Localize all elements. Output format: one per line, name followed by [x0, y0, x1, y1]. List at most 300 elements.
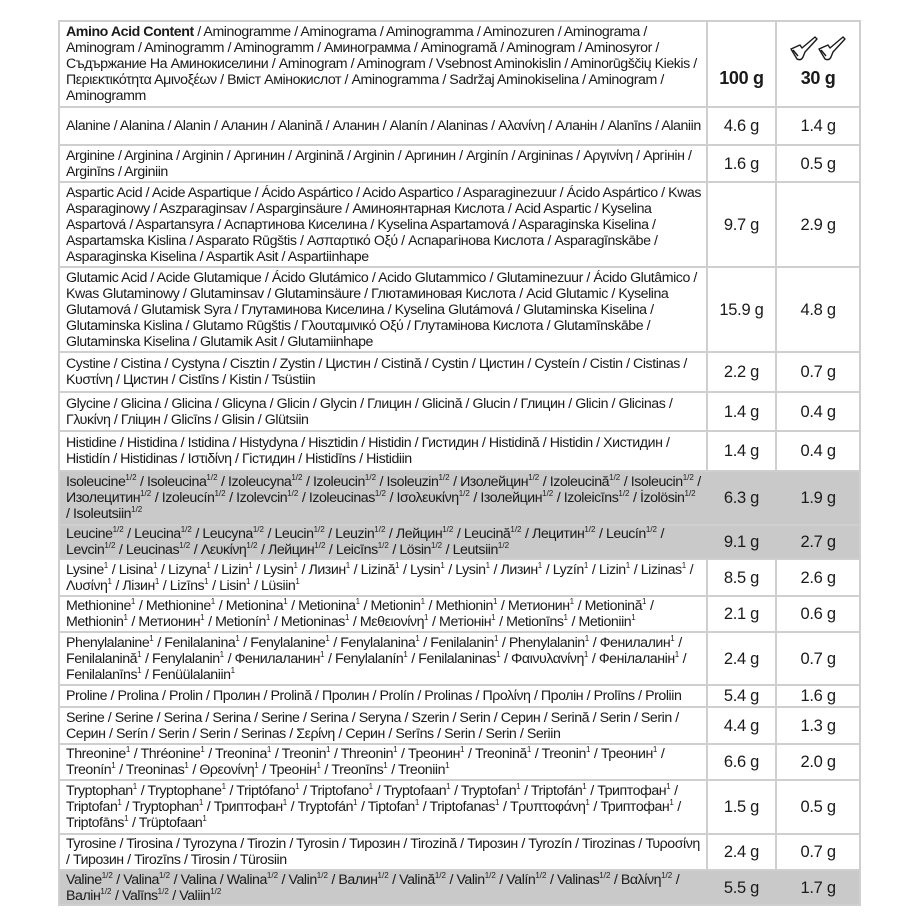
name-translation: Триптофан	[597, 783, 667, 799]
footnote-marker: 1/2	[609, 473, 621, 482]
footnote-marker: 1	[295, 782, 300, 791]
name-translation: Триптофан	[213, 799, 283, 815]
name-translation: Metionină	[584, 598, 643, 614]
amino-acid-name: Tryptophan$^1$ / Tryptophane$^1$ / Triptófano$^1$ / Triptofano$^1$ / Tryptofaan$^1$ / Tryptofan$^1$ / Triptofán$^1$ / Триптофан$^1$ / Triptofan$^1$ / Tryptophan$^1$ / Триптофан$^1$ / Tryptofán$^1$ / Tiptofan$^1$ / Triptofanas$^1$ / Τρυπτοφάνη$^1$ / Триптофан$^1$ / Triptofāns$^1$ / Trüptofaan$^1$	[59, 780, 707, 834]
name-translation: Valin	[456, 871, 485, 888]
name-translation: Triptofano	[309, 783, 369, 799]
footnote-marker: 1	[420, 597, 426, 606]
footnote-marker: 1/2	[291, 473, 303, 482]
name-translation: Метионин	[507, 598, 570, 614]
value-per-100g: 2.2 g	[707, 352, 776, 392]
value-per-30g: 0.4 g	[776, 431, 860, 471]
value-per-100g: 2.4 g	[707, 834, 776, 870]
name-translations: Alanine / Alanina / Alanin / Аланин / Alanină / Аланин / Alanín / Alaninas / Αλανίνη / Аланін / Alanīns / Alaniin	[66, 118, 701, 134]
footnote-marker: 1	[200, 745, 205, 754]
footnote-marker: 1	[353, 798, 358, 807]
footnote-marker: 1	[368, 782, 374, 791]
amino-acid-name	[59, 267, 707, 352]
scoop-icon	[788, 28, 848, 64]
name-translation: Lysine	[66, 561, 104, 578]
name-translation: Треонин	[408, 746, 461, 762]
value-per-100g: 15.9 g	[707, 267, 776, 352]
value-per-100g: 4.6 g	[707, 107, 776, 145]
name-translation: Τρυπτοφάνη	[509, 799, 586, 815]
footnote-marker: 1	[282, 798, 288, 807]
amino-acid-name: Phenylalanine$^1$ / Fenilalanina$^1$ / Fenylalanine$^1$ / Fenylalanina$^1$ / Fenilalanin$^1$ / Phenylalanin$^1$ / Фенилалин$^1$ / Fenilalanină$^1$ / Fenylalanin$^1$ / Фенилаланин$^1$ / Fenylalanín$^1$ / Fenilalaninas$^1$ / Φαινυλανίνη$^1$ / Фенілаланін$^1$ / Fenilalanīns$^1$ / Fenüülalaniin$^1$	[59, 632, 707, 685]
amino-acid-name: Leucine$^{1/2}$ / Leucina$^{1/2}$ / Leucyna$^{1/2}$ / Leucin$^{1/2}$ / Leuzin$^{1/2}$ / Лейцин$^{1/2}$ / Leucină$^{1/2}$ / Лецитин$^{1/2}$ / Leucín$^{1/2}$ / Levcin$^{1/2}$ / Leucinas$^{1/2}$ / Λευκίνη$^{1/2}$ / Лейцин$^{1/2}$ / Leicīns$^{1/2}$ / Lösin$^{1/2}$ / Leutsiin$^{1/2}$	[59, 525, 707, 559]
value-per-30g: 1.7 g	[776, 870, 860, 905]
name-translation: Leucin	[274, 526, 314, 542]
value-per-30g: 0.7 g	[776, 632, 860, 685]
name-translation: Lizyna	[168, 561, 207, 578]
name-translation: Лизин	[308, 561, 346, 578]
value-per-100g: 5.4 g	[707, 685, 776, 707]
name-translation: Valín	[506, 871, 536, 888]
name-translation: Tryptophan	[132, 799, 199, 815]
footnote-marker: 1	[492, 597, 498, 606]
footnote-marker: 1	[642, 597, 647, 606]
footnote-marker: 1	[246, 576, 251, 586]
value-per-30g: 1.3 g	[776, 707, 860, 744]
footnote-marker: 1/2	[252, 525, 264, 534]
footnote-marker: 1	[230, 665, 236, 675]
amino-acid-name: Methionine$^1$ / Methionine$^1$ / Metionina$^1$ / Metionina$^1$ / Metionin$^1$ / Methionin$^1$ / Метионин$^1$ / Metionină$^1$ / Methionin$^1$ / Метионин$^1$ / Metionín$^1$ / Metioninas$^1$ / Μεθειονίνη$^1$ / Метіонін$^1$ / Metionīns$^1$ / Metioniin$^1$	[59, 596, 707, 632]
footnote-marker: 1/2	[125, 473, 137, 482]
footnote-marker: 1	[344, 613, 350, 622]
name-translation: Threonine	[66, 746, 126, 762]
footnote-marker: 1	[582, 782, 587, 791]
footnote-marker: 1/2	[179, 541, 191, 550]
name-translation: Lösin	[399, 542, 431, 558]
name-translation: Valīns	[121, 887, 158, 904]
name-translations: Arginine / Arginina / Arginin / Аргинин / Arginină / Arginin / Аргинин / Arginín / Argininas / Αργινίνη / Аргінін / Arginīns / Arginiin	[66, 147, 692, 180]
name-translation: Treonin	[541, 746, 586, 762]
footnote-marker: 1	[496, 649, 501, 659]
footnote-marker: 1	[320, 649, 325, 659]
table-row	[59, 471, 860, 525]
name-translation: Лізин	[122, 577, 155, 594]
footnote-marker: 1	[235, 633, 240, 643]
name-translation: Валин	[338, 871, 378, 888]
name-translation: Metionin	[370, 598, 421, 614]
name-translation: Thréonine	[140, 746, 201, 762]
value-per-100g: 2.4 g	[707, 632, 776, 685]
footnote-marker: 1/2	[287, 489, 299, 498]
footnote-marker: 1	[414, 798, 420, 807]
name-translation: Фенилалин	[599, 634, 671, 651]
name-translation: Триптофан	[600, 799, 670, 815]
name-translation: Metionina	[225, 598, 284, 614]
name-translation: Metionina	[298, 598, 356, 614]
footnote-marker: 1/2	[377, 541, 389, 550]
name-translation: Fenilalanină	[66, 650, 138, 667]
amino-acid-name: Valine$^{1/2}$ / Valina$^{1/2}$ / Valina / Walina$^{1/2}$ / Valin$^{1/2}$ / Валин$^{1/2}$ / Valină$^{1/2}$ / Valin$^{1/2}$ / Valín$^{1/2}$ / Valinas$^{1/2}$ / Βαλίνη$^{1/2}$ / Валін$^{1/2}$ / Valīns$^{1/2}$ / Valiin$^{1/2}$	[59, 870, 707, 905]
name-translation: Leutsiin	[452, 542, 498, 558]
name-translation: Lisina	[118, 561, 154, 578]
footnote-marker: 1/2	[313, 525, 325, 534]
name-translation: Leucín	[605, 526, 646, 542]
name-translation: Treoninas	[125, 762, 185, 778]
name-translations: Glutamic Acid / Acide Glutamique / Ácido Glutámico / Acido Glutammico / Glutaminezuur / Ácido Glutâmico / Kwas Glutaminowy / Glutaminsav / Glutaminsäure / Глютаминовая Кислота / Acid Glutamic / Kyselina Glutamová / Glutamisk Syra / Глутаминова Киселина / Kyselina Glutámová / Glutaminska Kiselina / Glutaminska Kislina / Glutamo Rūgštis / Γλουταμινικό Οξύ / Глутамінова Кислота / Glutamīnskābe / Glutaminska Kiselina / Glutamik Asit / Glutamiinhape	[66, 269, 697, 350]
header-title	[59, 21, 707, 107]
footnote-marker: 1	[666, 782, 671, 791]
value-per-100g: 5.5 g	[707, 870, 776, 905]
name-translation: Ισολευκίνη	[396, 490, 459, 506]
footnote-marker: 1	[219, 649, 225, 659]
name-translation: Methionine	[66, 598, 131, 614]
name-translation: Изолецитин	[66, 490, 141, 506]
footnote-marker: 1	[198, 798, 204, 807]
footnote-marker: 1/2	[158, 870, 171, 880]
footnote-marker: 1	[583, 560, 589, 570]
value-per-30g: 4.8 g	[776, 267, 860, 352]
name-translation: Lyzín	[552, 561, 584, 578]
name-translation: Фенілаланін	[598, 650, 675, 667]
name-translation: Fenilalanin	[430, 634, 494, 651]
footnote-marker: 1/2	[364, 473, 377, 482]
footnote-marker: 1/2	[458, 489, 470, 498]
name-translation: Metioniin	[578, 614, 632, 630]
footnote-marker: 1	[111, 761, 116, 770]
name-translation: Metionín	[215, 614, 266, 630]
name-translation: Levcin	[66, 542, 105, 558]
table-row	[59, 744, 860, 780]
name-translation: Isoleucin	[630, 474, 683, 490]
amino-acid-name	[59, 392, 707, 431]
footnote-marker: 1	[526, 745, 532, 754]
footnote-marker: 1	[123, 613, 128, 622]
footnote-marker: 1	[103, 560, 109, 570]
footnote-marker: 1	[265, 613, 271, 622]
footnote-marker: 1/2	[438, 473, 450, 482]
name-translation: Lysin	[263, 561, 294, 578]
footnote-marker: 1/2	[100, 886, 112, 896]
value-per-100g: 6.6 g	[707, 744, 776, 780]
name-translation: Лейцин	[267, 542, 315, 558]
name-translation: Leucina	[134, 526, 181, 542]
value-per-30g: 0.7 g	[776, 834, 860, 870]
footnote-marker: 1	[221, 782, 227, 791]
footnote-marker: 1	[415, 633, 420, 643]
header-col-100g-label: 100 g	[719, 68, 764, 88]
amino-acid-name	[59, 431, 707, 471]
name-translation: Tryptofan	[460, 783, 517, 799]
table-row	[59, 182, 860, 267]
footnote-marker: 1	[393, 745, 398, 754]
value-per-30g: 2.7 g	[776, 525, 860, 559]
footnote-marker: 1	[248, 560, 253, 570]
footnote-marker: 1/2	[528, 473, 540, 482]
name-translation: Lysin	[409, 561, 441, 578]
name-translation: Triptofāns	[66, 815, 125, 831]
footnote-marker: 1/2	[246, 541, 258, 550]
footnote-marker: 1/2	[206, 473, 218, 482]
value-per-30g: 0.5 g	[776, 780, 860, 834]
name-translation: Treonin	[281, 746, 327, 762]
footnote-marker: 1/2	[374, 489, 386, 498]
name-translation: Izoleicīns	[563, 490, 619, 506]
name-translation: Leucină	[463, 526, 511, 542]
value-per-100g: 4.4 g	[707, 707, 776, 744]
name-translation: Leucine	[66, 526, 113, 542]
header-title-bold: Amino Acid Content	[66, 24, 194, 40]
name-translation: Metionīns	[506, 614, 564, 630]
value-per-100g: 9.1 g	[707, 525, 776, 559]
footnote-marker: 1	[202, 814, 207, 823]
footnote-marker: 1	[345, 560, 351, 570]
footnote-marker: 1/2	[180, 525, 192, 534]
name-translation: Λευκίνη	[200, 542, 247, 558]
name-translation: Treoniin	[397, 762, 446, 778]
name-translation: Лейцин	[395, 526, 443, 542]
footnote-marker: 1/2	[112, 525, 124, 534]
footnote-marker: 1	[154, 576, 160, 586]
amino-acid-name	[59, 685, 707, 707]
footnote-marker: 1	[204, 576, 209, 586]
name-translations: Proline / Prolina / Prolin / Пролин / Prolină / Пролин / Prolín / Prolinas / Προλίνη / Пролін / Prolīns / Proliin	[66, 688, 682, 704]
name-translation: Isoleuzin	[386, 474, 439, 490]
footnote-marker: 1	[440, 560, 445, 570]
footnote-marker: 1	[491, 613, 496, 622]
footnote-marker: 1	[495, 798, 500, 807]
name-translation: Izoleucinas	[308, 490, 375, 506]
header-col-30g-label: 30 g	[800, 68, 836, 88]
value-per-30g: 1.9 g	[776, 471, 860, 525]
name-translation: Leuzin	[335, 526, 375, 542]
name-translation: Tryptofán	[297, 799, 354, 815]
name-translation: Methionin	[435, 598, 493, 614]
footnote-marker: 1/2	[140, 489, 152, 498]
value-per-30g: 0.5 g	[776, 145, 860, 182]
footnote-marker: 1/2	[645, 525, 657, 534]
footnote-marker: 1	[585, 745, 591, 754]
footnote-marker: 1/2	[510, 525, 522, 534]
amino-acid-name	[59, 182, 707, 267]
footnote-marker: 1/2	[157, 886, 169, 896]
footnote-marker: 1	[445, 761, 450, 770]
name-translation: Izoleucín	[161, 490, 215, 506]
value-per-30g: 2.0 g	[776, 744, 860, 780]
name-translation: Lizină	[360, 561, 396, 578]
name-translation: Лизин	[500, 561, 538, 578]
amino-acid-name	[59, 834, 707, 870]
footnote-marker: 1	[124, 814, 129, 823]
name-translation: Tryptofaan	[383, 783, 447, 799]
name-translation: Threonin	[340, 746, 394, 762]
name-translation: Fenilalanina	[164, 634, 236, 651]
name-translations: Serine / Serine / Serina / Serina / Serine / Serina / Seryna / Szerin / Serin / Серин / Serină / Serin / Serin / Серин / Serín / Serin / Serin / Serinas / Σερίνη / Серин / Serīns / Serin / Serin / Seriin	[66, 709, 679, 742]
table-row	[59, 707, 860, 744]
footnote-marker: 1/2	[434, 870, 446, 880]
amino-acid-name	[59, 145, 707, 182]
footnote-marker: 1	[200, 613, 205, 622]
value-per-100g: 9.7 g	[707, 182, 776, 267]
value-per-30g: 2.9 g	[776, 182, 860, 267]
footnote-marker: 1	[283, 597, 288, 606]
footnote-marker: 1	[516, 782, 521, 791]
footnote-marker: 1	[446, 782, 451, 791]
table-row	[59, 267, 860, 352]
name-translation: Метионин	[138, 614, 201, 630]
footnote-marker: 1	[563, 613, 568, 622]
amino-acid-name	[59, 352, 707, 392]
name-translation: Lizīns	[169, 577, 205, 594]
footnote-marker: 1/2	[584, 525, 596, 534]
footnote-marker: 1/2	[316, 870, 328, 880]
name-translation: Valiin	[179, 887, 211, 904]
table-row	[59, 352, 860, 392]
name-translation: Λυσίνη	[66, 577, 108, 594]
name-translation: Μεθειονίνη	[359, 614, 425, 630]
footnote-marker: 1	[681, 560, 687, 570]
table-row	[59, 525, 860, 559]
table-row	[59, 685, 860, 707]
footnote-marker: 1	[485, 560, 491, 570]
name-translation: Лецитин	[531, 526, 585, 542]
footnote-marker: 1	[424, 613, 429, 622]
name-translation: Valinas	[556, 871, 600, 888]
name-translation: Fenilalaninas	[418, 650, 497, 667]
footnote-marker: 1	[266, 745, 272, 754]
name-translation: Lisin	[219, 577, 247, 594]
value-per-30g: 1.4 g	[776, 107, 860, 145]
name-translation: Fenylalanine	[250, 634, 326, 651]
value-per-100g: 1.4 g	[707, 392, 776, 431]
value-per-100g: 2.1 g	[707, 596, 776, 632]
name-translations: Cystine / Cistina / Cystyna / Cisztin / Zystin / Цистин / Cistină / Cystin / Цистин / Cysteín / Cistin / Cistinas / Κυστίνη / Цистин / Cistīns / Kistin / Tsüstiin	[66, 356, 687, 388]
footnote-marker: 1	[295, 576, 300, 586]
name-translation: Valina	[180, 871, 217, 888]
footnote-marker: 1/2	[535, 870, 547, 880]
footnote-marker: 1/2	[618, 489, 630, 498]
footnote-marker: 1/2	[266, 870, 279, 880]
table-header-row	[59, 21, 860, 107]
footnote-marker: 1	[206, 560, 211, 570]
value-per-100g: 1.6 g	[707, 145, 776, 182]
name-translation: Walina	[226, 871, 267, 888]
name-translation: Fenylalanina	[340, 634, 416, 651]
value-per-100g: 8.5 g	[707, 559, 776, 596]
name-translation: Tryptophane	[147, 783, 222, 799]
name-translation: Treonín	[66, 762, 112, 778]
name-translation: Треонін	[269, 762, 317, 778]
footnote-marker: 1	[117, 798, 122, 807]
name-translation: Triptofanas	[429, 799, 496, 815]
name-translation: Izolevcin	[236, 490, 288, 506]
footnote-marker: 1	[137, 665, 142, 675]
name-translation: Lizinas	[640, 561, 682, 578]
value-per-100g: 1.4 g	[707, 431, 776, 471]
name-translation: Isoleucina	[147, 474, 207, 490]
footnote-marker: 1	[460, 745, 465, 754]
name-translation: Triptofán	[530, 783, 583, 799]
footnote-marker: 1/2	[314, 541, 326, 550]
name-translation: Tryptophan	[66, 783, 133, 799]
table-row	[59, 834, 860, 870]
footnote-marker: 1	[293, 560, 298, 570]
name-translation: Треонин	[600, 746, 653, 762]
name-translation: Θρεονίνη	[199, 762, 255, 778]
footnote-marker: 1	[670, 633, 675, 643]
footnote-marker: 1/2	[684, 489, 696, 498]
footnote-marker: 1	[674, 649, 680, 659]
table-row	[59, 780, 860, 834]
footnote-marker: 1/2	[484, 870, 496, 880]
header-title-translations: / Aminogramme / Aminograma / Aminogramma / Aminozuren / Aminograma / Aminogram / Aminogramm / Aminogramm / Аминограмма / Aminogramă / Aminogram / Aminosyror / Съдържание На Аминокиселини / Aminogram / Aminogram / Vsebnost Aminokislin / Aminorūgščių Kiekis / Περιεκτικότητα Αμινοξέων / Вміст Амінокислот / Aminogramma / Sadržaj Aminokiselina / Aminogram / Aminogramm	[66, 24, 697, 104]
name-translation: Tiptofan	[367, 799, 415, 815]
name-translation: Metioninas	[280, 614, 345, 630]
table-row	[59, 392, 860, 431]
name-translation: Treonina	[215, 746, 267, 762]
footnote-marker: 1/2	[374, 525, 386, 534]
name-translation: Lysin	[455, 561, 486, 578]
name-translation: Βαλίνη	[620, 871, 662, 888]
footnote-marker: 1/2	[131, 505, 143, 514]
footnote-marker: 1	[631, 613, 636, 622]
name-translation: Fenylalanin	[152, 650, 220, 667]
name-translation: Φαινυλανίνη	[511, 650, 584, 667]
name-translation: Phenylalanin	[508, 634, 585, 651]
value-per-30g: 2.6 g	[776, 559, 860, 596]
footnote-marker: 1	[395, 560, 400, 570]
footnote-marker: 1	[254, 761, 259, 770]
footnote-marker: 1/2	[101, 870, 113, 880]
name-translation: İzolösin	[639, 490, 685, 506]
table-row	[59, 596, 860, 632]
table-row	[59, 632, 860, 685]
table-row	[59, 870, 860, 905]
amino-acid-name: Threonine$^1$ / Thréonine$^1$ / Treonina$^1$ / Treonin$^1$ / Threonin$^1$ / Треонин$^1$ / Treonină$^1$ / Treonin$^1$ / Треонин$^1$ / Treonín$^1$ / Treoninas$^1$ / Θρεονίνη$^1$ / Треонін$^1$ / Treonīns$^1$ / Treoniin$^1$	[59, 744, 707, 780]
amino-acid-name: Lysine$^1$ / Lisina$^1$ / Lizyna$^1$ / Lizin$^1$ / Lysin$^1$ / Лизин$^1$ / Lizină$^1$ / Lysin$^1$ / Lysin$^1$ / Лизин$^1$ / Lyzín$^1$ / Lizin$^1$ / Lizinas$^1$ / Λυσίνη$^1$ / Лізин$^1$ / Lizīns$^1$ / Lisin$^1$ / Lüsiin$^1$	[59, 559, 707, 596]
amino-acid-name	[59, 107, 707, 145]
name-translation: Изолейцин	[460, 474, 529, 490]
footnote-marker: 1/2	[497, 541, 510, 550]
footnote-marker: 1	[137, 649, 142, 659]
name-translation: Метіонін	[438, 614, 492, 630]
name-translation: Triptófano	[236, 783, 296, 799]
name-translation: Валін	[66, 887, 101, 904]
value-per-100g: 1.5 g	[707, 780, 776, 834]
footnote-marker: 1	[184, 761, 189, 770]
name-translation: Фенилаланин	[234, 650, 321, 667]
table-row	[59, 145, 860, 182]
footnote-marker: 1/2	[431, 541, 443, 550]
footnote-marker: 1	[132, 782, 138, 791]
footnote-marker: 1	[652, 745, 658, 754]
name-translation: Phenylalanine	[66, 634, 150, 651]
amino-acid-table	[58, 20, 861, 906]
table-row	[59, 107, 860, 145]
name-translation: Leicīns	[335, 542, 378, 558]
name-translation: Izoleucin	[312, 474, 365, 490]
name-translation: Valin	[288, 871, 317, 888]
name-translation: Valine	[66, 871, 102, 888]
footnote-marker: 1/2	[442, 525, 454, 534]
value-per-30g: 0.4 g	[776, 392, 860, 431]
value-per-30g: 1.6 g	[776, 685, 860, 707]
name-translations: Tyrosine / Tirosina / Tyrozyna / Tirozin / Tyrosin / Тирозин / Tirozină / Тирозин / Tyrozín / Tirozinas / Τυροσίνη / Тирозин / Tirozīns / Tirosin / Türosiin	[66, 836, 700, 868]
footnote-marker: 1	[153, 560, 158, 570]
name-translation: Ізолейцин	[480, 490, 543, 506]
name-translations: Aspartic Acid / Acide Aspartique / Ácido Aspártico / Acido Aspartico / Asparaginezuur / Ácido Aspártico / Kwas Asparaginowy / Aszparaginsav / Asparginsäure / Аминоянтарная Кислота / Acid Aspartic / Kyselina Aspartová / Aspartansyra / Аспартинова Киселина / Kyselina Aspartamová / Asparaginska Kiselina / Aspartamska Kislina / Asparato Rūgštis / Ασπαρτικό Οξύ / Аспарагінова Кислота / Asparagīnskābe / Asparaginska Kiselina / Aspartik Asit / Aspartiinhape	[66, 184, 702, 265]
amino-acid-name: Isoleucine$^{1/2}$ / Isoleucina$^{1/2}$ / Izoleucyna$^{1/2}$ / Izoleucin$^{1/2}$ / Isoleuzin$^{1/2}$ / Изолейцин$^{1/2}$ / Izoleucină$^{1/2}$ / Isoleucin$^{1/2}$ / Изолецитин$^{1/2}$ / Izoleucín$^{1/2}$ / Izolevcin$^{1/2}$ / Izoleucinas$^{1/2}$ / Ισολευκίνη$^{1/2}$ / Ізолейцин$^{1/2}$ / Izoleicīns$^{1/2}$ / İzolösin$^{1/2}$ / Isoleutsiin$^{1/2}$	[59, 471, 707, 525]
amino-acid-name	[59, 707, 707, 744]
name-translation: Methionine	[145, 598, 211, 614]
footnote-marker: 1/2	[377, 870, 389, 880]
table-row	[59, 559, 860, 596]
footnote-marker: 1	[583, 649, 589, 659]
footnote-marker: 1	[403, 649, 408, 659]
